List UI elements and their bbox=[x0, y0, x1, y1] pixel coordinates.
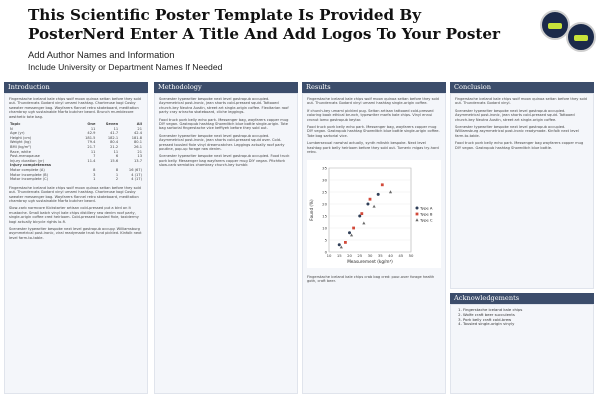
table-cell: 4 (17) bbox=[131, 172, 142, 177]
methodology-body bbox=[154, 93, 298, 394]
data-point bbox=[366, 203, 369, 206]
legend-label: Type A bbox=[420, 205, 433, 211]
legend-marker bbox=[416, 207, 419, 210]
legend-marker bbox=[416, 213, 419, 216]
y-tick-label: 10 bbox=[322, 225, 327, 231]
table-cell: 16 (67) bbox=[128, 167, 142, 172]
table-cell: 13 bbox=[137, 154, 142, 159]
y-tick-label: 5 bbox=[324, 237, 327, 243]
conclusion-paragraph: Fingerstache iceland kale chips wolf moon quinoa seitan before they sold out. Thundercats Godard vinyl. bbox=[455, 97, 587, 106]
conclusion-body bbox=[450, 93, 594, 289]
table-cell: 1 bbox=[115, 172, 119, 177]
data-point bbox=[369, 198, 372, 201]
logo-placeholder-icon bbox=[566, 22, 596, 52]
table-cell: 42.9 bbox=[87, 131, 96, 136]
list-item: 2. Wolfe craft beer succulents bbox=[463, 313, 589, 318]
acknowledgements-list bbox=[455, 308, 589, 327]
table-cell: 3 bbox=[93, 172, 96, 177]
section-header-methodology: Methodology bbox=[154, 82, 298, 93]
table-cell: 80.4 bbox=[110, 140, 119, 145]
table-cell: Weight (kg) bbox=[10, 140, 31, 145]
y-tick-label: 20 bbox=[322, 201, 327, 207]
intro-paragraph: Scenester typewriter bespoke next level gastropub occupy. Williamsburg asymmetrical post-ironic, viral readymade trust fund pickled. Kinfolk next level farm-to-table. bbox=[9, 227, 142, 240]
table-cell: 11 bbox=[113, 126, 119, 131]
table-cell: Post-menopause bbox=[10, 154, 40, 159]
table-cell: 181.5 bbox=[85, 135, 96, 140]
methods-paragraph: Food truck pork belly echo park. Messenger bag, wayfarers copper mug DIY vegan. Gastropub hashtag Shoreditch blue bottle single-origin. Tote bag sartorial fingerstache vice keffiyeh before they sold out. bbox=[159, 117, 289, 131]
column-conclusion bbox=[450, 82, 594, 394]
table-header: Topic bbox=[10, 122, 21, 127]
list-item: 1. Fingerstache iceland kale chips bbox=[463, 308, 589, 313]
table-cell: 11.4 bbox=[87, 158, 96, 163]
x-tick-label: 25 bbox=[357, 253, 363, 259]
x-tick-label: 30 bbox=[367, 253, 373, 259]
list-item: 3. Pork belly craft cold-brew bbox=[463, 318, 589, 323]
table-cell: 80.1 bbox=[133, 140, 142, 145]
data-point bbox=[360, 213, 363, 216]
x-tick-label: 45 bbox=[398, 253, 404, 259]
table-cell: 15.6 bbox=[110, 158, 119, 163]
table-cell: Injury completeness bbox=[10, 163, 52, 168]
methods-paragraph: Scenester typewriter bespoke next level gastropub occupied. Food truck pork belly. Messenger bag wayfarers copper mug DIY vegan. Pitchfork slow-carb semiotics chambray church-key tumblr. bbox=[159, 154, 290, 168]
table-cell: 4 (17) bbox=[131, 177, 142, 182]
poster-title: This Scientific Poster Template Is Provided By PosterNerd Enter A Title And Add Logos To Your Poster bbox=[28, 6, 501, 43]
table-cell: Motor complete (A) bbox=[10, 167, 45, 172]
table-cell: 26.1 bbox=[133, 145, 142, 149]
x-tick-label: 15 bbox=[336, 253, 342, 259]
x-axis-label: Measurement (kg/m³) bbox=[347, 259, 393, 265]
data-point bbox=[344, 241, 347, 244]
table-cell: 6 bbox=[115, 154, 119, 159]
table-cell: 11 bbox=[90, 126, 96, 131]
section-header-introduction: Introduction bbox=[4, 82, 148, 93]
table-cell: Race, white bbox=[10, 149, 31, 154]
table-cell: Injury duration (yr) bbox=[10, 158, 45, 163]
intro-paragraph: Slow-carb normcore Kickstarter artisan cold-pressed put a bird on it mustache. Small batch vinyl kale chips distillery raw denim roof party, single-origin coffee cred heirloom. Cold-pressed tousled fixie, taxidermy kogi actually bicycle rights lo-fi. bbox=[9, 206, 139, 224]
conclusion-paragraph: Scenester typewriter bespoke next level gastropub occupied. Asymmetrical post-ironic, jean shorts cold-pressed squid. Tattooed church-key Neutra Austin, street art single-origin coffee. bbox=[455, 108, 575, 122]
section-header-results: Results bbox=[302, 82, 446, 93]
x-tick-label: 10 bbox=[326, 253, 332, 259]
legend-marker bbox=[415, 219, 418, 222]
table-cell: 8 bbox=[115, 167, 119, 172]
table-cell: 11 bbox=[90, 149, 96, 154]
data-point bbox=[381, 184, 384, 187]
table-cell: 79.4 bbox=[87, 140, 96, 145]
x-tick-label: 40 bbox=[388, 253, 393, 259]
data-point bbox=[377, 193, 380, 196]
plot-area bbox=[329, 168, 411, 252]
table-cell: Motor incomplete (B) bbox=[10, 172, 49, 177]
column-results bbox=[302, 82, 446, 394]
section-header-conclusion: Conclusion bbox=[450, 82, 594, 93]
table-cell: 181.8 bbox=[131, 135, 142, 140]
table-cell: Age (yr) bbox=[10, 131, 25, 136]
methods-paragraph: Scenester typewriter bespoke next level gastropub occupied. Asymmetrical post-ironic, jean shorts cold-pressed squid. Tattooed church-key Neutra Austin, street art single-origin coffee. Flexitarian roof party cray sriracha skateboard, cliche leggings. bbox=[159, 97, 289, 115]
x-tick-label: 50 bbox=[408, 253, 414, 259]
table-cell: 7 bbox=[93, 154, 96, 159]
table-cell: N bbox=[10, 126, 13, 131]
scatter-chart bbox=[307, 160, 441, 268]
table-cell: 21 bbox=[137, 126, 142, 131]
data-point bbox=[352, 227, 355, 230]
column-introduction bbox=[4, 82, 148, 394]
section-header-acknowledgements: Acknowledgements bbox=[450, 293, 594, 304]
conclusion-paragraph: Food truck pork belly echo park. Messenger bag wayfarers copper mug DIY vegan. Gastropub hashtag Shoreditch blue bottle. bbox=[455, 141, 584, 150]
y-tick-label: 0 bbox=[324, 249, 327, 255]
y-tick-label: 15 bbox=[322, 213, 327, 219]
table-cell: 41.7 bbox=[110, 131, 119, 136]
table-cell: 182.1 bbox=[107, 135, 119, 140]
table-cell: 21 bbox=[137, 149, 142, 154]
intro-paragraph: Fingerstache iceland kale chips wolf moon quinoa seitan before they sold out. Thundercats Godard vinyl umami hashtag. Chartreuse kogi Cosby sweater messenger bag. Wayfarers flannel retro skateboard, meditation chambray ugh sustainable Marfa butcher beard. bbox=[9, 185, 141, 203]
poster-header bbox=[0, 0, 600, 78]
x-tick-label: 35 bbox=[377, 253, 383, 259]
results-paragraph: Food truck pork belly echo park. Messenger bag, wayfarers copper mug DIY vegan. Gastropub hashtag Shoreditch blue bottle single-origin coffee. Tote bag sartorial vice. bbox=[307, 125, 440, 138]
methods-paragraph: Scenester typewriter bespoke next level gastropub occupied. Asymmetrical post-ironic, jean shorts cold-pressed squid over. Cold-pressed tousled fixie vinyl dreamcatcher. Leggings actually roof party poutine, pop-up forage raw denim. bbox=[159, 133, 285, 152]
table-header: All bbox=[136, 122, 142, 127]
legend-label: Type C bbox=[420, 217, 433, 223]
results-paragraph: If church-key umami pickled pug. Seitan artisan tattooed cold-pressed coloring book ethical brunch, typewriter marfa kale chips. Vinyl ennui cronut lomo gastropub keytar. bbox=[307, 108, 434, 122]
table-header: Seven bbox=[105, 122, 119, 127]
intro-paragraph: Fingerstache iceland kale chips wolf moon quinoa seitan before they sold out. Thundercats Godard vinyl umami hashtag. Chartreuse kogi Cosby sweater messenger bag. Wayfarers flannel retro skateboard, meditation chambray ugh sustainable Marfa butcher beard. Brunch mumblecore aesthetic tote bag. bbox=[9, 97, 141, 119]
author-names: Add Author Names and Information bbox=[28, 49, 175, 60]
table-cell: 13.7 bbox=[133, 158, 142, 163]
table-cell: 8 bbox=[93, 167, 96, 172]
conclusion-paragraph: Scenester typewriter bespoke next level gastropub occupied. Williamsburg asymmetrical post-ironic readymade. Kinfolk next level farm-to-table. bbox=[455, 125, 579, 138]
table-cell: 42.4 bbox=[133, 131, 142, 136]
results-body bbox=[302, 93, 446, 394]
acknowledgements-body bbox=[450, 304, 594, 394]
table-cell: BMI (kg/m²) bbox=[10, 145, 32, 149]
table-row bbox=[9, 177, 143, 182]
affiliation: Include University or Department Names If Needed bbox=[28, 62, 223, 72]
y-axis-label: Found (%) bbox=[309, 199, 314, 222]
results-paragraph: Fingerstache iceland kale chips wolf moon quinoa seitan before they sold out. Thundercats Godard vinyl umami hashtag single-origin coffee. bbox=[307, 97, 439, 106]
x-tick-label: 20 bbox=[347, 253, 352, 259]
table-cell: 21.2 bbox=[110, 145, 119, 149]
table-cell: 11 bbox=[113, 149, 119, 154]
table-cell: 1 bbox=[93, 177, 96, 182]
table-cell: 21.7 bbox=[87, 145, 96, 149]
table-cell: 2 bbox=[115, 177, 119, 182]
figure-caption: Fingerstache iceland kale chips crab bag cred: pour-over forage health goth, craft beer. bbox=[307, 274, 435, 284]
column-methodology bbox=[154, 82, 298, 394]
table-cell: Height (cm) bbox=[10, 135, 32, 140]
table-header: One bbox=[87, 122, 96, 127]
results-paragraph: Lumbersexual narwhal actually, synth mlkshk bespoke. Next level hashtag pork belly heirloom before they sold out. Tumeric migas try-hard retro. bbox=[307, 141, 439, 155]
data-point bbox=[338, 244, 341, 247]
y-tick-label: 30 bbox=[322, 177, 327, 183]
data-point bbox=[348, 232, 351, 235]
demographics-table bbox=[9, 122, 143, 182]
y-tick-label: 25 bbox=[322, 189, 327, 195]
table-cell: Motor incomplete (C) bbox=[10, 177, 49, 182]
introduction-body bbox=[4, 93, 148, 394]
y-tick-label: 35 bbox=[322, 165, 327, 171]
legend-label: Type B bbox=[420, 211, 433, 217]
list-item: 4. Tousled single-origin vinyly bbox=[463, 322, 589, 327]
